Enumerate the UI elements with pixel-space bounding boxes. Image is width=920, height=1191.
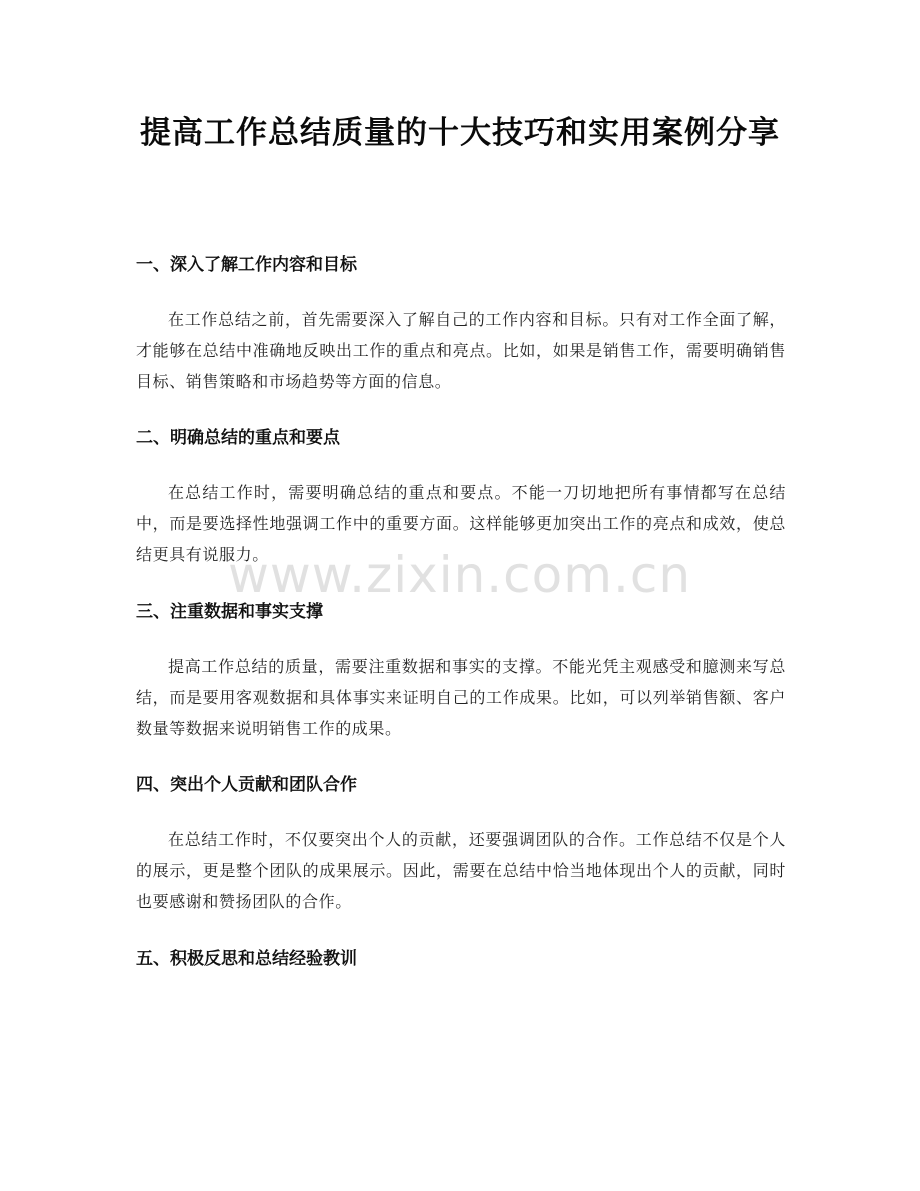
section-4: [136, 772, 786, 917]
section-heading: 五、积极反思和总结经验教训: [136, 949, 357, 969]
section-paragraph: 在工作总结之前，首先需要深入了解自己的工作内容和目标。只有对工作全面了解，才能够在总结中准确地反映出工作的重点和亮点。比如，如果是销售工作，需要明确销售目标、销售策略和市场趋势等方面的信息。: [136, 310, 786, 391]
section-paragraph: 提高工作总结的质量，需要注重数据和事实的支撑。不能光凭主观感受和臆测来写总结，而是要用客观数据和具体事实来证明自己的工作成果。比如，可以列举销售额、客户数量等数据来说明销售工作的成果。: [136, 657, 786, 738]
section-heading: 三、注重数据和事实支撑: [136, 602, 323, 622]
section-3: [136, 599, 786, 744]
watermark: www.zixin.com.cn: [228, 546, 692, 604]
section-paragraph: 在总结工作时，需要明确总结的重点和要点。不能一刀切地把所有事情都写在总结中，而是要选择性地强调工作中的重要方面。这样能够更加突出工作的亮点和成效，使总结更具有说服力。: [136, 483, 786, 564]
section-heading: 一、深入了解工作内容和目标: [136, 255, 357, 275]
section-5: [136, 946, 786, 972]
section-heading: 二、明确总结的重点和要点: [136, 428, 340, 448]
section-1: [136, 252, 786, 397]
document-title: 提高工作总结质量的十大技巧和实用案例分享: [140, 115, 780, 151]
section-heading: 四、突出个人贡献和团队合作: [136, 775, 357, 795]
section-paragraph: 在总结工作时，不仅要突出个人的贡献，还要强调团队的合作。工作总结不仅是个人的展示，更是整个团队的成果展示。因此，需要在总结中恰当地体现出个人的贡献，同时也要感谢和赞扬团队的合作。: [136, 830, 786, 911]
section-2: [136, 425, 786, 570]
